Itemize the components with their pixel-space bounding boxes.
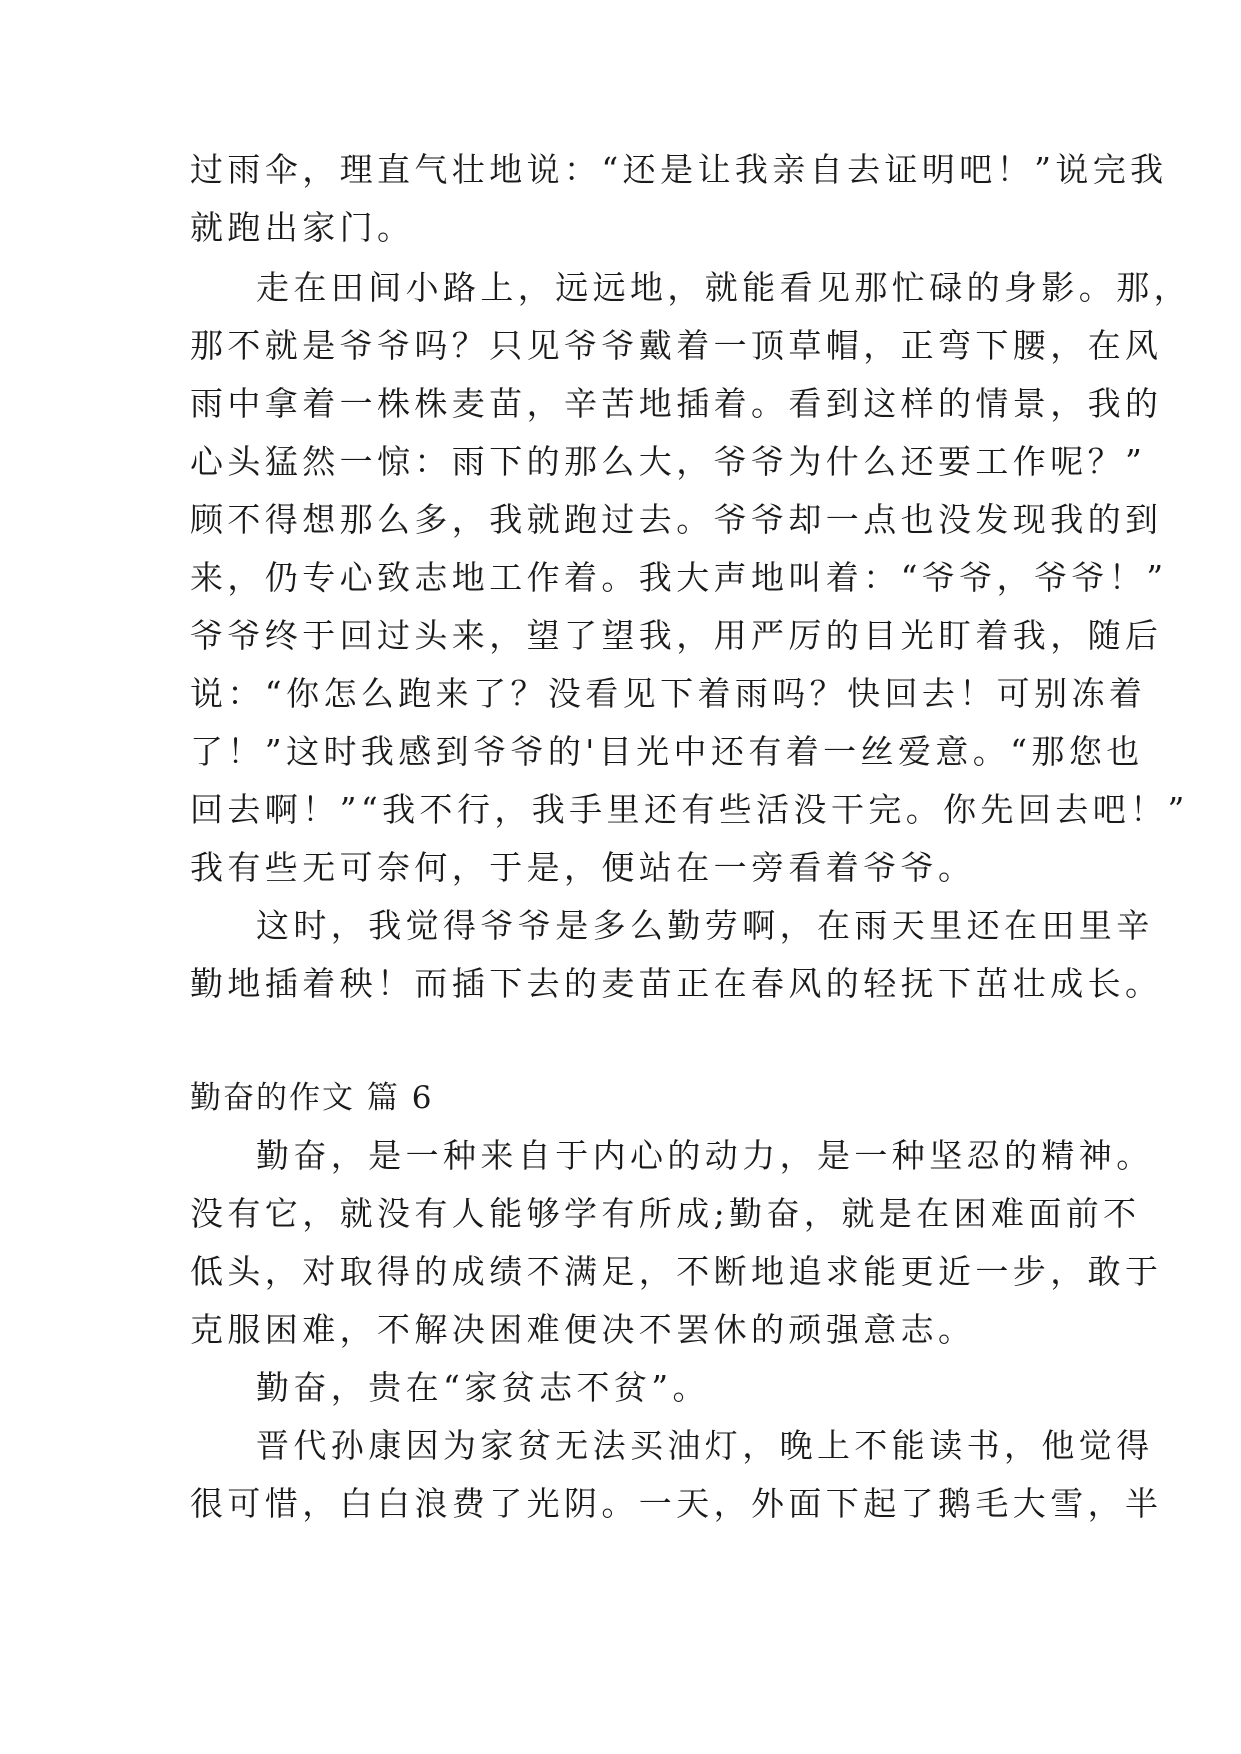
paragraph-line: 回去啊！”“我不行，我手里还有些活没干完。你先回去吧！” [190,790,1189,829]
paragraph-line: 就跑出家门。 [190,208,415,247]
paragraph-line: 克服困难，不解决困难便决不罢休的顽强意志。 [190,1310,976,1349]
paragraph-line: 了！”这时我感到爷爷的'目光中还有着一丝爱意。“那您也 [190,732,1144,771]
paragraph-line: 说：“你怎么跑来了？没看见下着雨吗？快回去！可别冻着 [190,674,1147,713]
paragraph-line: 过雨伞，理直气壮地说：“还是让我亲自去证明吧！”说完我 [190,150,1168,189]
paragraph-line: 雨中拿着一株株麦苗，辛苦地插着。看到这样的情景，我的 [190,384,1163,423]
paragraph-line: 勤奋，是一种来自于内心的动力，是一种坚忍的精神。 [256,1136,1154,1175]
paragraph-line: 来，仍专心致志地工作着。我大声地叫着：“爷爷，爷爷！” [190,558,1168,597]
paragraph-line: 这时，我觉得爷爷是多么勤劳啊，在雨天里还在田里辛 [256,906,1154,945]
paragraph-line: 很可惜，白白浪费了光阴。一天，外面下起了鹅毛大雪，半 [190,1484,1163,1523]
paragraph-line: 那不就是爷爷吗？只见爷爷戴着一顶草帽，正弯下腰，在风 [190,326,1163,365]
paragraph-line: 晋代孙康因为家贫无法买油灯，晚上不能读书，他觉得 [256,1426,1154,1465]
paragraph-line: 低头，对取得的成绩不满足，不断地追求能更近一步，敢于 [190,1252,1163,1291]
paragraph-line: 走在田间小路上，远远地，就能看见那忙碌的身影。那， [256,268,1191,307]
section-heading: 勤奋的作文 篇 6 [190,1080,434,1116]
paragraph-line: 勤地插着秧！而插下去的麦苗正在春风的轻抚下茁壮成长。 [190,964,1163,1003]
paragraph-line: 勤奋，贵在“家贫志不贫”。 [256,1368,710,1407]
paragraph-line: 我有些无可奈何，于是，便站在一旁看着爷爷。 [190,848,976,887]
paragraph-line: 没有它，就没有人能够学有所成;勤奋，就是在困难面前不 [190,1194,1141,1233]
paragraph-line: 顾不得想那么多，我就跑过去。爷爷却一点也没发现我的到 [190,500,1163,539]
paragraph-line: 爷爷终于回过头来，望了望我，用严厉的目光盯着我，随后 [190,616,1163,655]
paragraph-line: 心头猛然一惊：雨下的那么大，爷爷为什么还要工作呢？” [190,442,1147,481]
